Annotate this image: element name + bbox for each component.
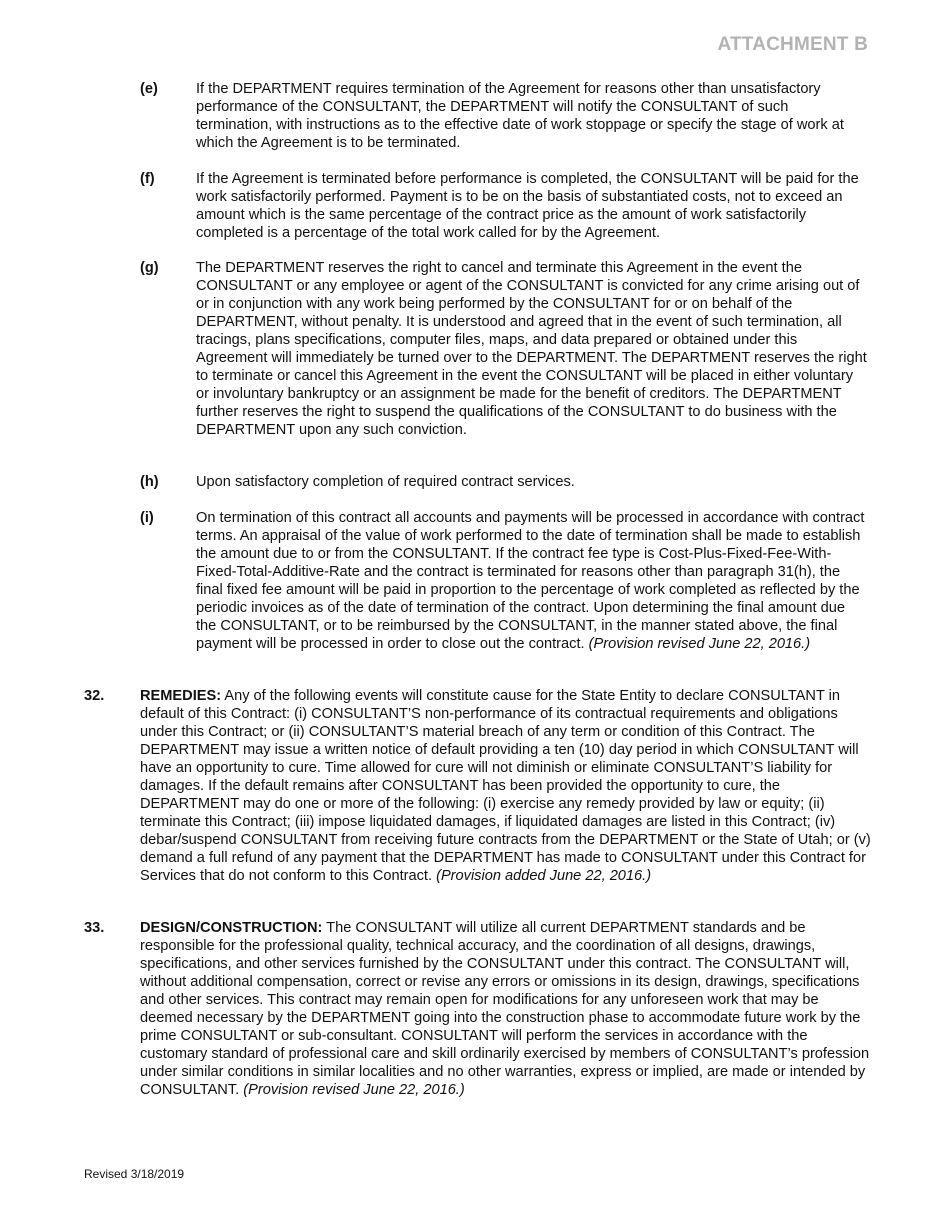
provision-note: (Provision added June 22, 2016.) — [436, 868, 652, 884]
subitem-f — [140, 170, 870, 242]
section-33-design-construction — [84, 919, 874, 1099]
section-body: The CONSULTANT will utilize all current DEPARTMENT standards and be responsible for the professional quality, technical accuracy, and the coordination of all designs, drawings, specifications, and other services furnished by the CONSULTANT under this contract. The CONSULTANT will, without additional compensation, correct or revise any errors or omissions in its design, drawings, specifications and other services. This contract may remain open for modifications for any unforeseen work that may be deemed necessary by the DEPARTMENT going into the construction phase to accommodate future work by the prime CONSULTANT or sub-consultant. CONSULTANT will perform the services in accordance with the customary standard of professional care and skill ordinarily exercised by members of CONSULTANT’s profession under similar conditions in similar localities and no other warranties, express or implied, are made or intended by CONSULTANT. — [140, 920, 870, 1098]
subitem-label: (i) — [140, 510, 154, 526]
subitem-text: If the DEPARTMENT requires termination of the Agreement for reasons other than unsatisfactory performance of the CONSULTANT, the DEPARTMENT will notify the CONSULTANT of such termination, with instructions as to the effective date of work stoppage or specify the stage of work at which the Agreement is to be terminated. — [196, 81, 844, 151]
section-text — [140, 687, 872, 885]
subitem-g — [140, 259, 870, 439]
subitem-text: The DEPARTMENT reserves the right to cancel and terminate this Agreement in the event the CONSULTANT or any employee or agent of the CONSULTANT is convicted for any crime arising out of or in conjunction with any work being performed by the CONSULTANT for or on behalf of the DEPARTMENT, without penalty. It is understood and agreed that in the event of such termination, all tracings, plans specifications, computer files, maps, and data prepared or obtained under this Agreement will immediately be turned over to the DEPARTMENT. The DEPARTMENT reserves the right to terminate or cancel this Agreement in the event the CONSULTANT will be placed in either voluntary or involuntary bankruptcy or an assignment be made for the benefit of creditors. The DEPARTMENT further reserves the right to suspend the qualifications of the CONSULTANT to do business with the DEPARTMENT upon any such conviction. — [196, 260, 867, 438]
subitem-i — [140, 509, 870, 653]
subitem-label: (h) — [140, 474, 159, 490]
provision-note: (Provision revised June 22, 2016.) — [243, 1082, 465, 1098]
subitem-text: Upon satisfactory completion of required contract services. — [196, 474, 575, 490]
subitem-body: On termination of this contract all accounts and payments will be processed in accordance with contract terms. An appraisal of the value of work performed to the date of termination shall be made to establish the amount due to or from the CONSULTANT. If the contract fee type is Cost-Plus-Fixed-Fee-With-Fixed-Total-Additive-Rate and the contract is terminated for reasons other than paragraph 31(h), the final fixed fee amount will be paid in proportion to the percentage of work completed as reflected by the periodic invoices as of the date of termination of the contract. Upon determining the final amount due the CONSULTANT, or to be reimbursed by the CONSULTANT, in the manner stated above, the final payment will be processed in order to close out the contract. — [196, 510, 865, 652]
section-32-remedies — [84, 687, 874, 885]
attachment-header: ATTACHMENT B — [717, 34, 868, 55]
section-number: 33. — [84, 920, 105, 936]
subitem-label: (f) — [140, 171, 155, 187]
section-text — [140, 919, 872, 1099]
section-number: 32. — [84, 688, 105, 704]
subitem-e — [140, 80, 870, 152]
subitem-label: (e) — [140, 81, 158, 97]
section-body: Any of the following events will constitute cause for the State Entity to declare CONSULTANT in default of this Contract: (i) CONSULTANT’S non-performance of its contractual requirements and obligations under this Contract; or (ii) CONSULTANT’S material breach of any term or condition of this Contract. The DEPARTMENT may issue a written notice of default providing a ten (10) day period in which CONSULTANT will have an opportunity to cure. Time allowed for cure will not diminish or eliminate CONSULTANT’S liability for damages. If the default remains after CONSULTANT has been provided the opportunity to cure, the DEPARTMENT may do one or more of the following: (i) exercise any remedy provided by law or equity; (ii) terminate this Contract; (iii) impose liquidated damages, if liquidated damages are listed in this Contract; (iv) debar/suspend CONSULTANT from receiving future contracts from the DEPARTMENT or the State of Utah; or (v) demand a full refund of any payment that the DEPARTMENT has made to CONSULTANT under this Contract for Services that do not conform to this Contract. — [140, 688, 871, 884]
section-heading: REMEDIES: — [140, 688, 222, 704]
section-heading: DESIGN/CONSTRUCTION: — [140, 920, 323, 936]
provision-note: (Provision revised June 22, 2016.) — [588, 636, 811, 652]
subitem-text: If the Agreement is terminated before performance is completed, the CONSULTANT will be paid for the work satisfactorily performed. Payment is to be on the basis of substantiated costs, not to exceed an amount which is the same percentage of the contract price as the amount of work satisfactorily completed is a percentage of the total work called for by the Agreement. — [196, 171, 859, 241]
subitem-text — [196, 509, 868, 653]
subitem-label: (g) — [140, 260, 159, 276]
subitem-h — [140, 473, 870, 491]
revision-footer: Revised 3/18/2019 — [84, 1167, 185, 1181]
